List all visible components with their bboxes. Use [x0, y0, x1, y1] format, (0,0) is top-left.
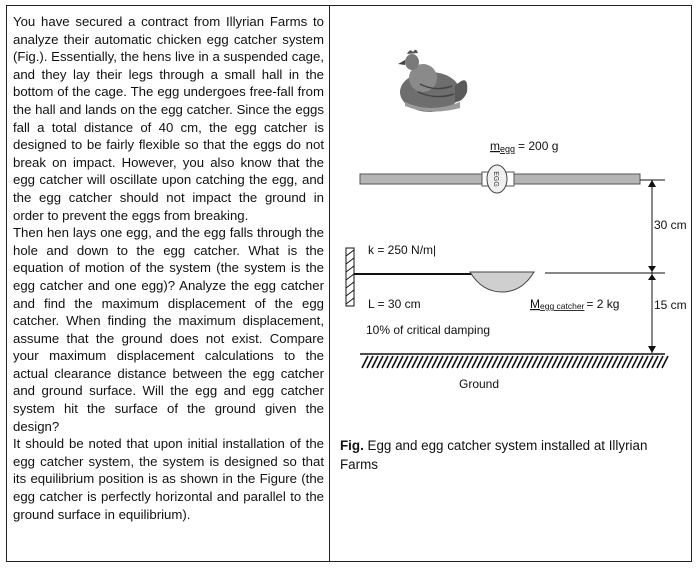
caption-text: Egg and egg catcher system installed at Illyrian Farms	[340, 438, 648, 472]
svg-text:Megg catcher= 2 kg	[530, 297, 619, 311]
mass-egg-subscript: egg	[500, 144, 516, 154]
problem-text-cell	[6, 5, 330, 562]
catcher-mass-symbol: M	[530, 297, 540, 311]
hen-icon	[398, 50, 467, 112]
ground-label: Ground	[459, 377, 500, 391]
figure-caption	[340, 437, 685, 474]
catcher-mass-subscript: egg catcher	[540, 301, 585, 311]
egg-label: EGG	[492, 171, 499, 187]
svg-text:megg= 200 g	[490, 139, 558, 154]
caption-prefix: Fig.	[340, 438, 364, 453]
paragraph-note: It should be noted that upon initial installation of the egg catcher system, the system is designed so that its equilibrium position is as shown in the Figure (the egg catcher is perfectly horizontal and parallel to the ground surface in equilibrium).	[13, 436, 324, 522]
distance-15cm: 15 cm	[654, 298, 687, 312]
egg-catcher-dish	[470, 272, 534, 292]
problem-statement	[13, 13, 324, 523]
distance-30cm: 30 cm	[654, 218, 687, 232]
damping-label: 10% of critical damping	[366, 323, 491, 337]
ground-hatching	[362, 356, 668, 368]
length-label: L = 30 cm	[368, 297, 421, 311]
catcher-mass-value: = 2 kg	[586, 297, 620, 311]
stiffness-label: k = 250 N/m|	[368, 243, 437, 257]
mass-egg-value: = 200 g	[518, 139, 559, 153]
paragraph-intro: You have secured a contract from Illyrian Farms to analyze their automatic chicken egg catcher system (Fig.). Essentially, the hens live in a suspended cage, and they lay their legs through a small hall in the bottom of the cage. The egg undergoes free-fall from the hall and lands on the egg catcher. Since the eggs fall a total distance of 40 cm, the egg catcher is designed to be fairly flexible so that the eggs do not break on impact. However, you also know that the egg catcher will oscillate upon catching the egg, and the egg catcher should not impact the ground in order to prevent the eggs from breaking.	[13, 14, 324, 223]
egg-catcher-figure	[331, 6, 691, 431]
mass-egg-symbol: m	[490, 139, 500, 153]
paragraph-question: Then hen lays one egg, and the egg falls through the hole and down to the egg catcher. What is the equation of motion of the system (the system is the egg catcher and one egg)? Analyze the egg catcher and find the maximum displacement of the egg catcher. When finding the maximum displacement, assume that the ground does not exist. Compare your maximum displacement calculations to the actual clearance distance between the egg catcher and ground surface. Will the egg and egg catcher system hit the surface of the ground given the design?	[13, 225, 324, 434]
